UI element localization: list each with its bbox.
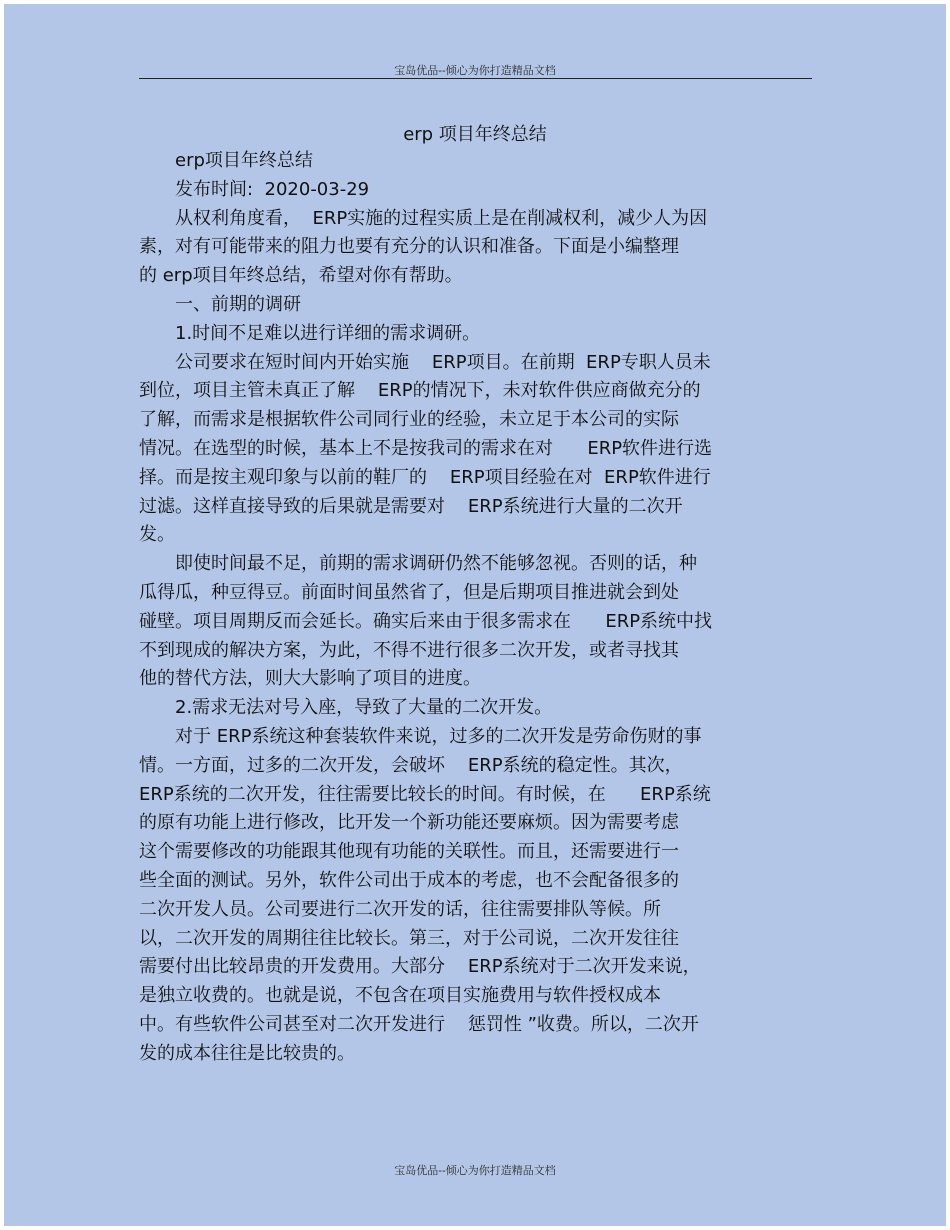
text-line: 他的替代方法，则大大影响了项目的进度。	[139, 668, 481, 690]
text-line: 碰壁。项目周期反而会延长。确实后来由于很多需求在 ERP系统中找	[139, 610, 713, 632]
text-line: 不到现成的解决方案，为此，不得不进行很多二次开发，或者寻找其	[139, 639, 679, 661]
text-line: 是独立收费的。也就是说，不包含在项目实施费用与软件授权成本	[139, 985, 661, 1007]
document-title: erp 项目年终总结	[403, 124, 547, 145]
text-line: erp项目年终总结	[175, 150, 313, 171]
page-footer: 宝岛优品--倾心为你打造精品文档	[394, 1164, 556, 1177]
text-line: 发布时间: 2020-03-29	[175, 178, 370, 200]
page-header: 宝岛优品--倾心为你打造精品文档	[394, 64, 556, 77]
text-line: 2.需求无法对号入座，导致了大量的二次开发。	[175, 697, 553, 719]
text-line: 对于 ERP系统这种套装软件来说，过多的二次开发是劳命伤财的事	[175, 725, 702, 747]
document-body	[139, 147, 819, 1069]
text-line: 发的成本往往是比较贵的。	[139, 1042, 355, 1064]
text-line: 了解，而需求是根据软件公司同行业的经验，未立足于本公司的实际	[139, 409, 679, 431]
text-line: 公司要求在短时间内开始实施 ERP项目。在前期 ERP专职人员未	[175, 351, 711, 373]
document-page	[4, 4, 946, 1226]
text-line: 即使时间最不足，前期的需求调研仍然不能够忽视。否则的话，种	[175, 553, 697, 575]
text-line: 的 erp项目年终总结，希望对你有帮助。	[139, 265, 463, 287]
text-line: 以，二次开发的周期往往比较长。第三，对于公司说，二次开发往往	[139, 927, 679, 949]
text-line: 瓜得瓜，种豆得豆。前面时间虽然省了，但是后期项目推进就会到处	[139, 581, 679, 603]
text-line: 到位，项目主管未真正了解 ERP的情况下，未对软件供应商做充分的	[139, 380, 701, 402]
text-line: 的原有功能上进行修改，比开发一个新功能还要麻烦。因为需要考虑	[139, 812, 679, 834]
header-rule	[139, 78, 812, 79]
text-line: 些全面的测试。另外，软件公司出于成本的考虑，也不会配备很多的	[139, 869, 679, 891]
text-line: 情。一方面，过多的二次开发，会破坏 ERP系统的稳定性。其次，	[139, 754, 683, 776]
text-line: 中。有些软件公司甚至对二次开发进行 惩罚性 ”收费。所以，二次开	[139, 1013, 699, 1035]
text-line: 二次开发人员。公司要进行二次开发的话，往往需要排队等候。所	[139, 898, 661, 920]
text-line: 发。	[139, 524, 175, 546]
text-line: 情况。在选型的时候，基本上不是按我司的需求在对 ERP软件进行选	[139, 437, 713, 459]
text-line: 这个需要修改的功能跟其他现有功能的关联性。而且，还需要进行一	[139, 841, 679, 863]
text-line: 一、前期的调研	[175, 293, 301, 315]
text-line: 从权利角度看， ERP实施的过程实质上是在削减权利，减少人为因	[175, 207, 708, 229]
text-line: ERP系统的二次开发，往往需要比较长的时间。有时候，在 ERP系统	[139, 783, 711, 805]
text-line: 1.时间不足难以进行详细的需求调研。	[175, 322, 481, 344]
text-line: 择。而是按主观印象与以前的鞋厂的 ERP项目经验在对 ERP软件进行	[139, 466, 711, 488]
text-line: 素，对有可能带来的阻力也要有充分的认识和准备。下面是小编整理	[139, 236, 679, 258]
text-line: 需要付出比较昂贵的开发费用。大部分 ERP系统对于二次开发来说，	[139, 956, 701, 978]
text-line: 过滤。这样直接导致的后果就是需要对 ERP系统进行大量的二次开	[139, 495, 683, 517]
